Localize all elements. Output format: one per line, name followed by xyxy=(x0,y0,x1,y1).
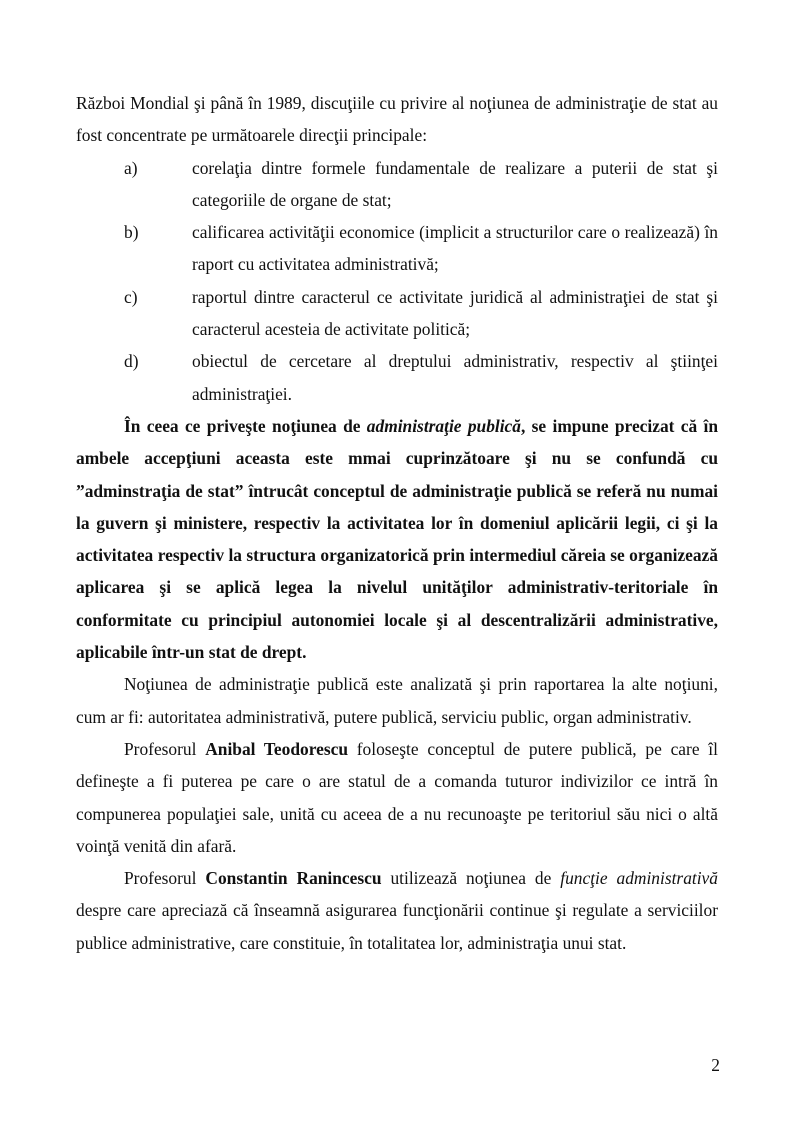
list-label: a) xyxy=(124,157,138,178)
rarincescu-paragraph xyxy=(76,862,718,959)
paragraph-text: Profesorul xyxy=(124,738,206,759)
emphasis-term: administraţie publică xyxy=(366,415,521,436)
list-label: c) xyxy=(124,286,138,307)
notions-paragraph: Noţiunea de administraţie publică este analizată şi prin raportarea la alte noţiuni, cum ar fi: autoritatea administrativă, putere publică, serviciu public, organ administrativ. xyxy=(76,674,718,727)
document-body xyxy=(76,87,718,959)
paragraph-text: foloseşte conceptul de putere publică, pe care îl defineşte a fi puterea pe care o are statul de a comanda tuturor indivizilor ce intră în compunerea populaţiei sale, unită cu aceea de a nu recunoaşte pe teritoriul său nici o altă voinţă venită din afară. xyxy=(76,738,718,856)
teodorescu-paragraph xyxy=(76,733,718,862)
list-text: raportul dintre caracterul ce activitate juridică al administraţiei de stat şi caracterul acesteia de activitate politică; xyxy=(192,286,718,340)
list-item xyxy=(76,281,718,346)
directions-list xyxy=(76,152,718,410)
list-text: corelaţia dintre formele fundamentale de realizare a puterii de stat şi categoriile de organe de stat; xyxy=(192,157,718,210)
page-number: 2 xyxy=(711,1055,720,1075)
list-text: obiectul de cercetare al dreptului administrativ, respectiv al ştiinţei administraţiei. xyxy=(192,351,718,404)
list-item xyxy=(76,345,718,410)
paragraph-text: Profesorul xyxy=(124,868,206,889)
list-label: b) xyxy=(124,222,139,243)
list-text: calificarea activităţii economice (implicit a structurilor care o realizează) în raport cu activitatea administrativă; xyxy=(192,222,718,275)
list-label: d) xyxy=(124,351,139,372)
author-name: Constantin Ranincescu xyxy=(205,868,382,889)
paragraph-text: despre care apreciază că înseamnă asigurarea funcţionării continue şi regulate a serviciilor publice administrative, care constituie, în totalitatea lor, administraţia unui stat. xyxy=(76,900,718,953)
bold-text: În ceea ce priveşte noţiunea de xyxy=(124,415,367,436)
intro-paragraph: Război Mondial şi până în 1989, discuţiile cu privire al noţiunea de administraţie de stat au fost concentrate pe următoarele direcţii principale: xyxy=(76,93,718,146)
public-administration-paragraph xyxy=(76,410,718,668)
list-item xyxy=(76,216,718,281)
author-name: Anibal Teodorescu xyxy=(205,738,348,759)
list-item xyxy=(76,152,718,217)
emphasis-term: funcţie administrativă xyxy=(560,868,718,889)
bold-text: , se impune precizat că în ambele accepţiuni aceasta este mmai cuprinzătoare şi nu se confundă cu ”adminstraţia de stat” întrucât conceptul de administraţie publică se referă nu numai la guvern şi ministere, respectiv la activitatea lor în domeniul aplicării legii, ci şi la activitatea respectiv la structura organizatorică prin intermediul căreia se organizează aplicarea şi se aplică legea la nivelul unităţilor administrativ-teritoriale în conformitate cu principiul autonomiei locale şi al descentralizării administrative, aplicabile într-un stat de drept. xyxy=(76,415,719,663)
paragraph-text: utilizează noţiunea de xyxy=(381,868,561,889)
